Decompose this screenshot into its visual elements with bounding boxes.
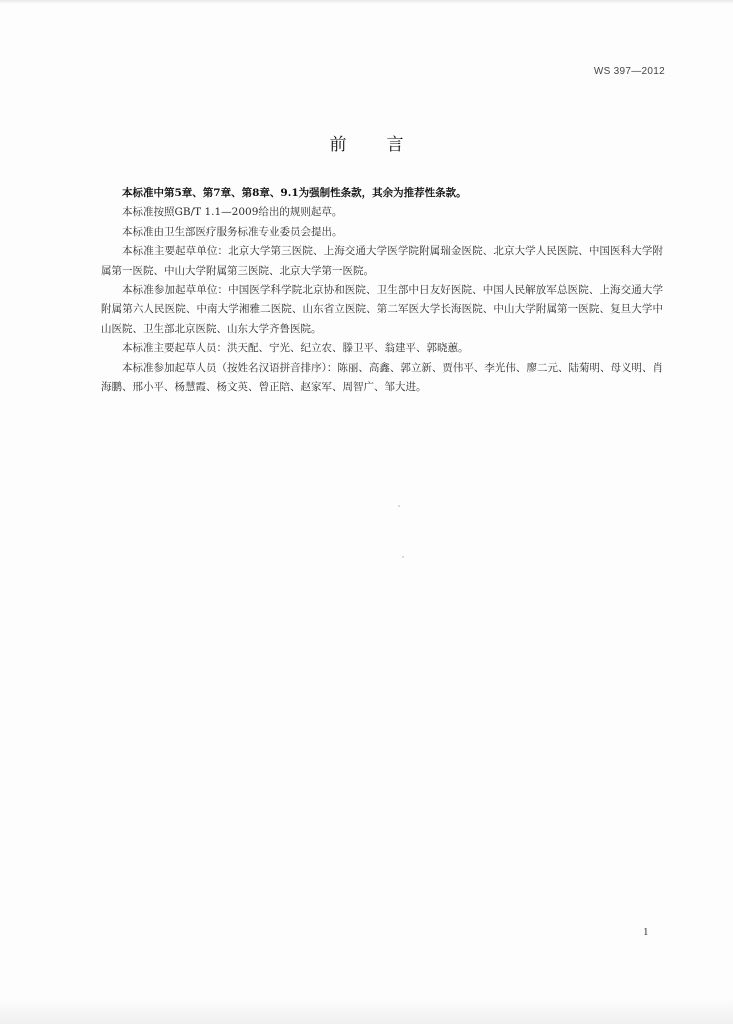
scan-edge-top <box>0 0 733 4</box>
paragraph-proposer: 本标准由卫生部医疗服务标准专业委员会提出。 <box>122 225 343 238</box>
paragraph-main-drafters: 本标准主要起草人员：洪天配、宁光、纪立农、滕卫平、翁建平、郭晓蕙。 <box>122 342 469 355</box>
paragraph-drafting-rules: 本标准按照GB/T 1.1—2009给出的规则起草。 <box>122 206 343 219</box>
scan-edge-bottom <box>0 998 733 1024</box>
paragraph-participating-units: 本标准参加起草单位：中国医学科学院北京协和医院、卫生部中日友好医院、中国人民解放军总医院、上海交通大学附属第六人民医院、中南大学湘雅二医院、山东省立医院、第二军医大学长海医院、中山大学附属第一医院、复旦大学中山医院、卫生部北京医院、山东大学齐鲁医院。 <box>101 284 663 335</box>
standard-code: WS 397—2012 <box>593 66 665 77</box>
scan-speck <box>398 505 400 507</box>
preface-body <box>101 184 663 397</box>
paragraph-participating-drafters: 本标准参加起草人员（按姓名汉语拼音排序）：陈丽、高鑫、郭立新、贾伟平、李光伟、廖二元、陆菊明、母义明、肖海鹏、邢小平、杨慧霞、杨文英、曾正陪、赵家军、周智广、邹大进。 <box>101 361 663 394</box>
page-title: 前言 <box>329 135 444 155</box>
page-number: 1 <box>643 926 649 938</box>
paragraph-mandatory-clauses: 本标准中第5章、第7章、第8章、9.1为强制性条款，其余为推荐性条款。 <box>122 187 467 199</box>
scan-speck <box>402 556 404 558</box>
paragraph-main-drafting-units: 本标准主要起草单位：北京大学第三医院、上海交通大学医学院附属瑞金医院、北京大学人民医院、中国医科大学附属第一医院、中山大学附属第三医院、北京大学第一医院。 <box>101 245 663 277</box>
